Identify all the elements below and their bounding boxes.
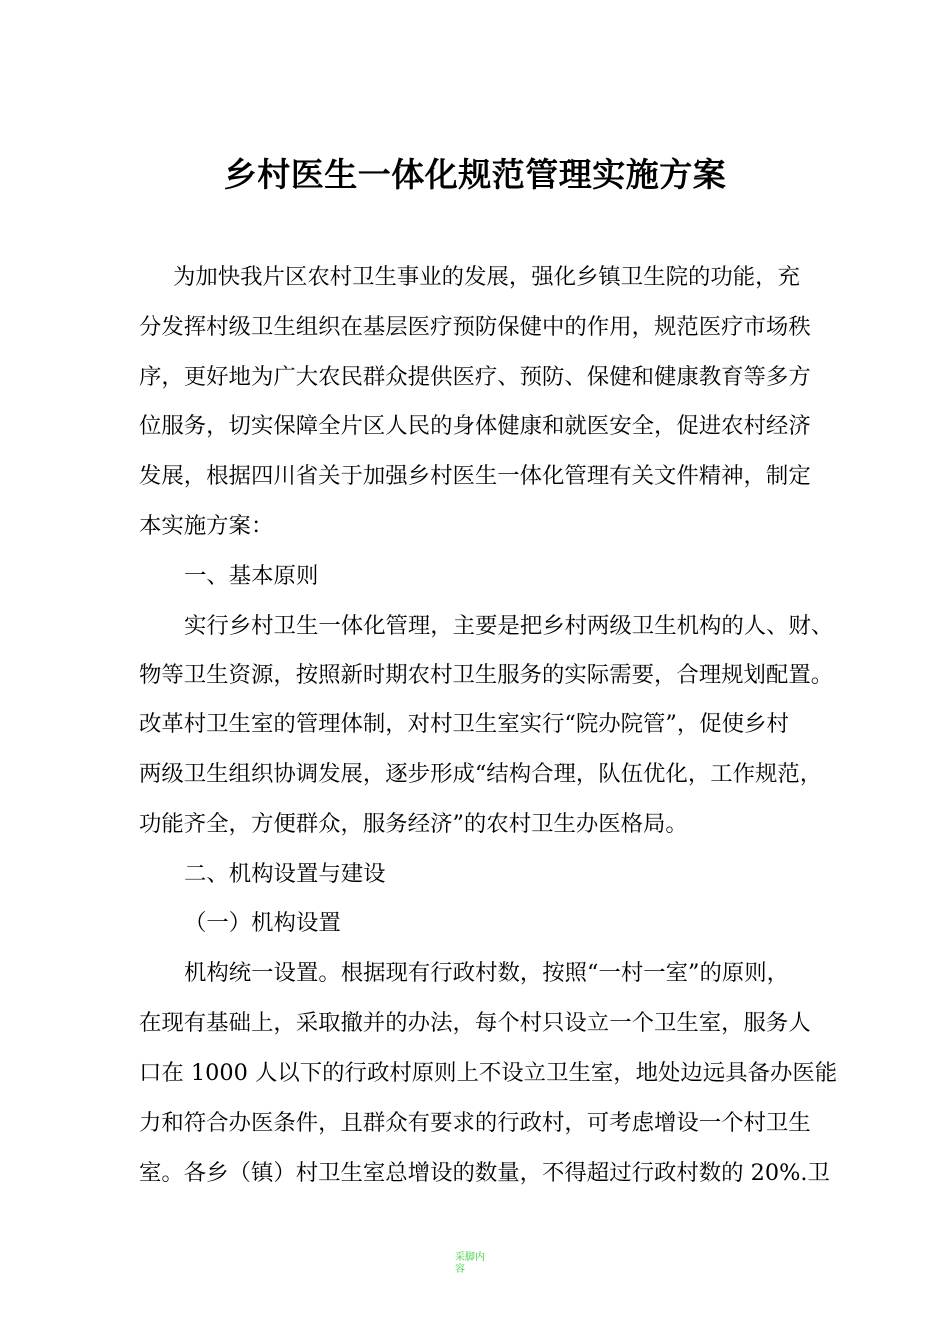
paragraph-line: 发展，根据四川省关于加强乡村医生一体化管理有关文件精神，制定 [139,463,811,489]
paragraph-line: 在现有基础上，采取撤并的办法，每个村只设立一个卫生室，服务人 [139,1010,811,1036]
paragraph-line: 实行乡村卫生一体化管理，主要是把乡村两级卫生机构的人、财、 [184,613,834,639]
paragraph-line: 功能齐全，方便群众，服务经济”的农村卫生办医格局。 [139,811,688,837]
page-footer: 采脚内容 [455,1252,485,1275]
paragraph-line: 两级卫生组织协调发展，逐步形成“结构合理，队伍优化，工作规范， [139,761,823,787]
paragraph-line: 改革村卫生室的管理体制，对村卫生室实行“院办院管”，促使乡村 [139,711,789,737]
paragraph-line: 室。各乡（镇）村卫生室总增设的数量，不得超过行政村数的 20%.卫 [139,1160,830,1186]
section-heading: 一、基本原则 [184,563,319,589]
paragraph-line: 序，更好地为广大农民群众提供医疗、预防、保健和健康教育等多方 [139,364,811,390]
section-heading: 二、机构设置与建设 [184,861,386,887]
paragraph-line: 分发挥村级卫生组织在基层医疗预防保健中的作用，规范医疗市场秩 [139,314,811,340]
paragraph-line: 机构统一设置。根据现有行政村数，按照“一村一室”的原则， [184,960,790,986]
paragraph-line: 力和符合办医条件，且群众有要求的行政村，可考虑增设一个村卫生 [139,1110,811,1136]
subsection-heading: （一）机构设置 [184,910,341,936]
paragraph-line: 位服务，切实保障全片区人民的身体健康和就医安全，促进农村经济 [139,413,811,439]
paragraph-line: 本实施方案： [139,513,274,539]
paragraph-line: 物等卫生资源，按照新时期农村卫生服务的实际需要，合理规划配置。 [139,662,834,688]
document-title: 乡村医生一体化规范管理实施方案 [223,155,727,194]
paragraph-line: 口在 1000 人以下的行政村原则上不设立卫生室，地处边远具备办医能 [139,1060,838,1086]
paragraph-line: 为加快我片区农村卫生事业的发展，强化乡镇卫生院的功能，充 [173,264,800,290]
